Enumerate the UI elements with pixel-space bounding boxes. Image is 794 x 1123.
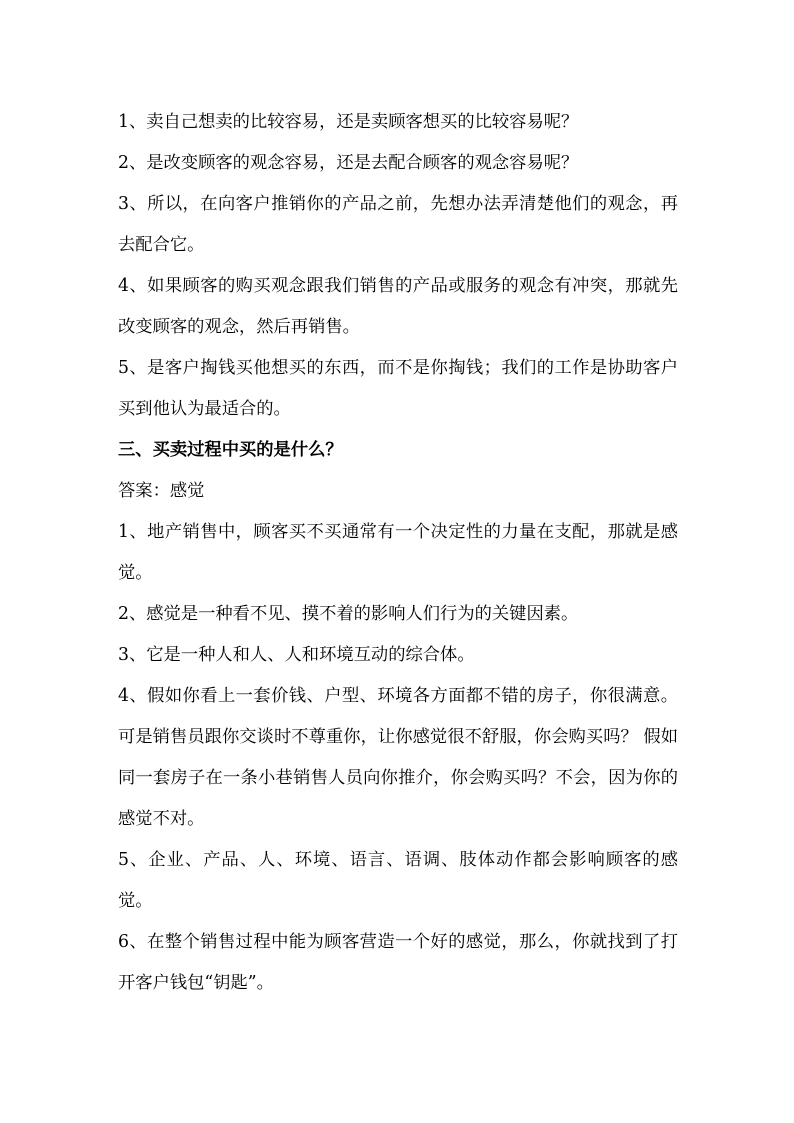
document-body: [118, 102, 678, 1004]
paragraph-b3: 3、它是一种人和人、人和环境互动的综合体。: [118, 645, 475, 665]
paragraph-1: 1、卖自己想卖的比较容易，还是卖顾客想买的比较容易呢？: [118, 112, 579, 132]
paragraph-3: 3、所以，在向客户推销你的产品之前，先想办法弄清楚他们的观念，再去配合它。: [118, 194, 678, 255]
answer-label: 答案：感觉: [118, 481, 205, 501]
section-heading: 三、买卖过程中买的是什么？: [118, 440, 343, 460]
paragraph-b5: 5、企业、产品、人、环境、语言、语调、肢体动作都会影响顾客的感觉。: [118, 850, 678, 911]
paragraph-2: 2、是改变顾客的观念容易，还是去配合顾客的观念容易呢？: [118, 153, 579, 173]
paragraph-5: 5、是客户掏钱买他想买的东西，而不是你掏钱；我们的工作是协助客户买到他认为最适合的。: [118, 358, 678, 419]
paragraph-b4: 4、假如你看上一套价钱、户型、环境各方面都不错的房子，你很满意。可是销售员跟你交谈时不尊重你，让你感觉很不舒服，你会购买吗？ 假如同一套房子在一条小巷销售人员向你推介，你会购买吗？不会，因为你的感觉不对。: [118, 686, 678, 829]
paragraph-b1: 1、地产销售中，顾客买不买通常有一个决定性的力量在支配，那就是感觉。: [118, 522, 678, 583]
paragraph-b2: 2、感觉是一种看不见、摸不着的影响人们行为的关键因素。: [118, 604, 579, 624]
paragraph-4: 4、如果顾客的购买观念跟我们销售的产品或服务的观念有冲突，那就先改变顾客的观念，然后再销售。: [118, 276, 678, 337]
paragraph-b6: 6、在整个销售过程中能为顾客营造一个好的感觉，那么，你就找到了打开客户钱包“钥匙”。: [118, 932, 678, 993]
